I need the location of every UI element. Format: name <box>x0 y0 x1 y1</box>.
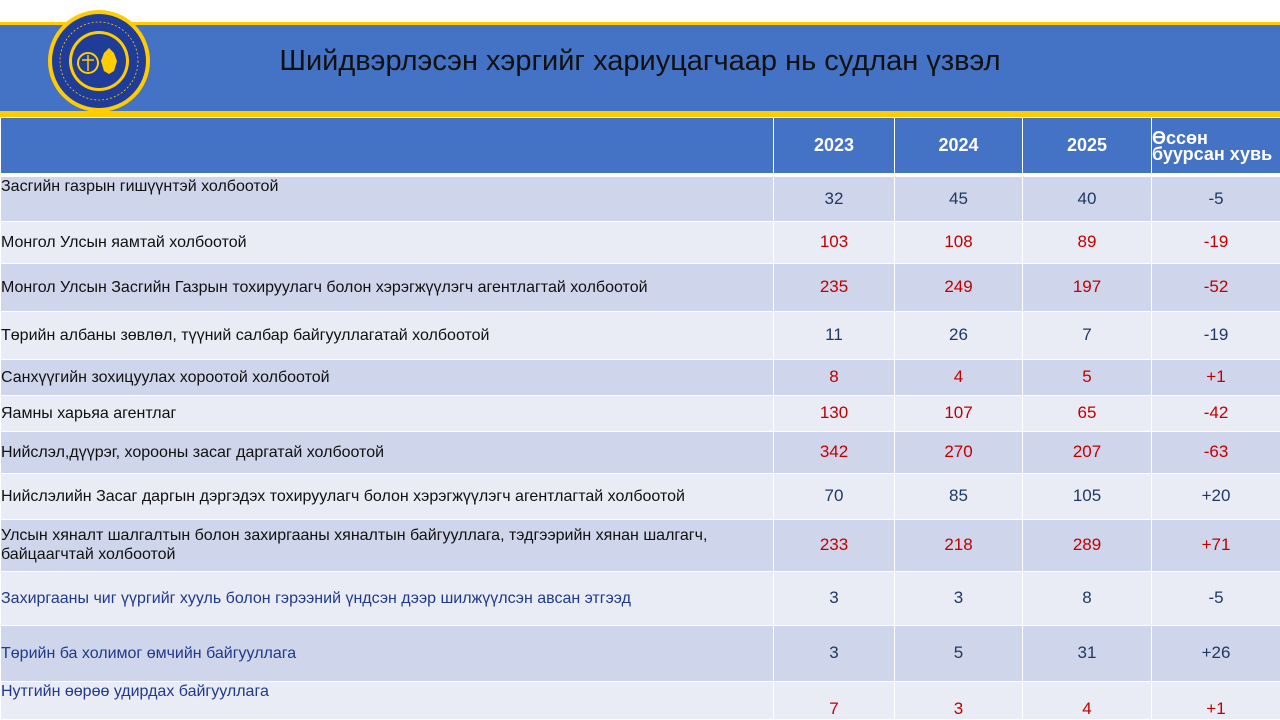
value-2023: 235 <box>774 263 895 311</box>
table-row <box>1 519 1280 571</box>
value-change: -63 <box>1152 431 1280 473</box>
value-2023: 103 <box>774 221 895 263</box>
value-change: +71 <box>1152 519 1280 571</box>
value-2025: 197 <box>1023 263 1152 311</box>
table-row <box>1 359 1280 395</box>
row-label: Төрийн ба холимог өмчийн байгууллага <box>1 625 774 681</box>
value-change: +20 <box>1152 473 1280 519</box>
value-change: -19 <box>1152 221 1280 263</box>
court-seal-logo <box>46 8 152 114</box>
table-row <box>1 473 1280 519</box>
row-label: Улсын хяналт шалгалтын болон захиргааны хяналтын байгууллага, тэдгээрийн хянан шалгагч, байцаагчтай холбоотой <box>1 519 774 571</box>
table-row <box>1 263 1280 311</box>
value-change: +26 <box>1152 625 1280 681</box>
value-2023: 342 <box>774 431 895 473</box>
value-2024: 26 <box>895 311 1023 359</box>
value-change: +1 <box>1152 681 1280 719</box>
row-label: Төрийн албаны зөвлөл, түүний салбар байгууллагатай холбоотой <box>1 311 774 359</box>
header-label <box>1 118 774 176</box>
row-label: Засгийн газрын гишүүнтэй холбоотой <box>1 175 774 221</box>
value-2023: 11 <box>774 311 895 359</box>
value-2023: 233 <box>774 519 895 571</box>
value-2023: 8 <box>774 359 895 395</box>
value-2024: 249 <box>895 263 1023 311</box>
value-change: -52 <box>1152 263 1280 311</box>
value-2024: 45 <box>895 175 1023 221</box>
value-2023: 7 <box>774 681 895 719</box>
value-change: +1 <box>1152 359 1280 395</box>
header-change: Өссөн буурсан хувь <box>1152 118 1280 176</box>
value-2025: 105 <box>1023 473 1152 519</box>
value-2025: 8 <box>1023 571 1152 625</box>
value-2024: 3 <box>895 681 1023 719</box>
title-banner <box>0 22 1280 117</box>
value-2024: 107 <box>895 395 1023 431</box>
value-2023: 3 <box>774 571 895 625</box>
table-row <box>1 625 1280 681</box>
table-row <box>1 571 1280 625</box>
table-row <box>1 431 1280 473</box>
value-2024: 270 <box>895 431 1023 473</box>
seal-emblem-icon <box>46 8 152 114</box>
value-change: -42 <box>1152 395 1280 431</box>
value-change: -5 <box>1152 175 1280 221</box>
value-2025: 289 <box>1023 519 1152 571</box>
value-2024: 85 <box>895 473 1023 519</box>
row-label: Яамны харьяа агентлаг <box>1 395 774 431</box>
value-2025: 5 <box>1023 359 1152 395</box>
value-2024: 4 <box>895 359 1023 395</box>
value-2024: 5 <box>895 625 1023 681</box>
value-change: -19 <box>1152 311 1280 359</box>
table-row <box>1 221 1280 263</box>
header-2025: 2025 <box>1023 118 1152 176</box>
value-2025: 89 <box>1023 221 1152 263</box>
table-row <box>1 311 1280 359</box>
value-2023: 32 <box>774 175 895 221</box>
header-2024: 2024 <box>895 118 1023 176</box>
value-2025: 31 <box>1023 625 1152 681</box>
table-row <box>1 681 1280 719</box>
row-label: Нийслэлийн Засаг даргын дэргэдэх тохируулагч болон хэрэгжүүлэгч агентлагтай холбоотой <box>1 473 774 519</box>
value-2025: 207 <box>1023 431 1152 473</box>
value-2023: 70 <box>774 473 895 519</box>
page-title: Шийдвэрлэсэн хэргийг хариуцагчаар нь судлан үзвэл <box>279 45 1001 77</box>
row-label: Монгол Улсын Засгийн Газрын тохируулагч болон хэрэгжүүлэгч агентлагтай холбоотой <box>1 263 774 311</box>
table-row <box>1 175 1280 221</box>
table-row <box>1 395 1280 431</box>
value-2023: 3 <box>774 625 895 681</box>
value-change: -5 <box>1152 571 1280 625</box>
header-2023: 2023 <box>774 118 895 176</box>
value-2024: 3 <box>895 571 1023 625</box>
cases-by-defendant-table <box>0 117 1280 720</box>
row-label: Нутгийн өөрөө удирдах байгууллага <box>1 681 774 719</box>
row-label: Захиргааны чиг үүргийг хууль болон гэрээний үндсэн дээр шилжүүлсэн авсан этгээд <box>1 571 774 625</box>
row-label: Монгол Улсын яамтай холбоотой <box>1 221 774 263</box>
row-label: Санхүүгийн зохицуулах хороотой холбоотой <box>1 359 774 395</box>
value-2024: 108 <box>895 221 1023 263</box>
value-2023: 130 <box>774 395 895 431</box>
value-2025: 7 <box>1023 311 1152 359</box>
value-2025: 4 <box>1023 681 1152 719</box>
value-2025: 65 <box>1023 395 1152 431</box>
value-2024: 218 <box>895 519 1023 571</box>
row-label: Нийслэл,дүүрэг, хорооны засаг даргатай холбоотой <box>1 431 774 473</box>
value-2025: 40 <box>1023 175 1152 221</box>
table-header-row <box>1 118 1280 176</box>
